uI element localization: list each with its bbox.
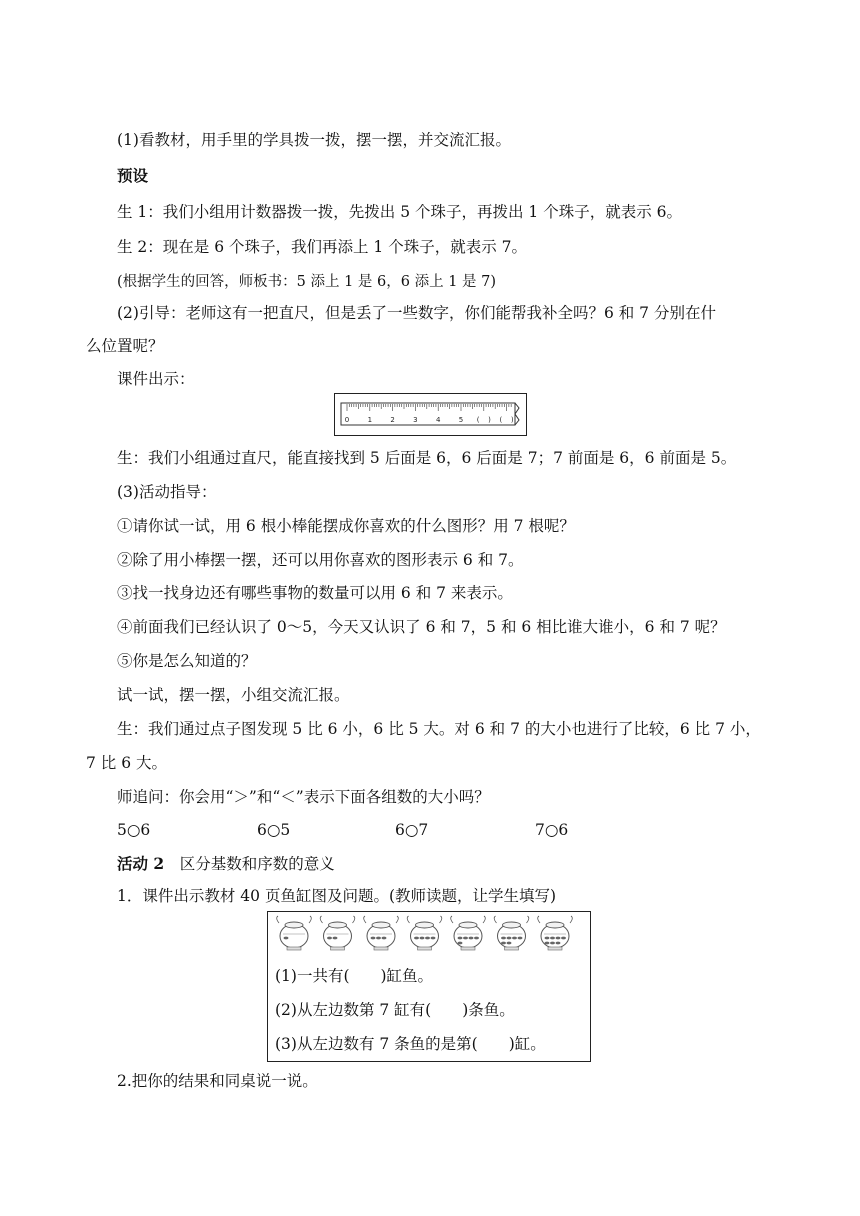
text-line: ①请你试一试，用 6 根小棒能摆成你喜欢的什么图形？用 7 根呢？	[117, 517, 575, 535]
fish-mark	[556, 942, 561, 945]
fish-bowl	[494, 916, 529, 950]
ruler-tick-label: 3	[413, 416, 418, 424]
ruler-tick-label: 2	[390, 416, 395, 424]
ruler-torn-edge	[515, 403, 519, 425]
fish-mark	[507, 937, 512, 940]
comparison-item: 7○6	[535, 821, 569, 839]
fish-mark	[420, 937, 425, 940]
text-line: 生 1：我们小组用计数器拨一拨，先拨出 5 个珠子，再拨出 1 个珠子，就表示 6。	[117, 203, 683, 221]
ruler-tick-label: )	[510, 416, 514, 424]
ruler-figure	[334, 393, 527, 436]
text-line: 2.把你的结果和同桌说一说。	[117, 1072, 318, 1090]
text-line: 课件出示：	[117, 370, 195, 388]
text-line: 生：我们通过点子图发现 5 比 6 小，6 比 5 大。对 6 和 7 的大小也进行了比较，6 比 7 小，	[117, 720, 761, 738]
fish-question-2: (2)从左边数第 7 缸有( )条鱼。	[275, 1001, 515, 1019]
text-line: (2)引导：老师这有一把直尺，但是丢了一些数字，你们能帮我补全吗？6 和 7 分别在什	[117, 304, 716, 322]
fish-mark	[561, 937, 566, 940]
fish-mark	[284, 937, 289, 940]
ruler-tick-label: (	[476, 416, 480, 424]
text-line: 1．课件出示教材 40 页鱼缸图及问题。(教师读题，让学生填写)	[117, 887, 557, 905]
text-line: 生 2：现在是 6 个珠子，我们再添上 1 个珠子，就表示 7。	[117, 238, 528, 256]
fish-mark	[474, 937, 479, 940]
fish-mark	[425, 937, 430, 940]
text-line: (1)看教材，用手里的学具拨一拨，摆一摆，并交流汇报。	[117, 131, 511, 149]
fish-mark	[550, 937, 555, 940]
fish-mark	[507, 942, 512, 945]
text-line: (3)活动指导：	[117, 483, 217, 501]
ruler-drawing	[335, 394, 526, 435]
fish-mark	[545, 937, 550, 940]
fish-bowl	[451, 916, 486, 950]
fish-mark	[376, 937, 381, 940]
fish-bowl	[407, 916, 442, 950]
activity-title: 区分基数和序数的意义	[179, 855, 335, 873]
fish-mark	[501, 942, 506, 945]
ruler-tick-label: 0	[344, 416, 350, 424]
fish-mark	[512, 937, 517, 940]
fish-mark	[501, 937, 506, 940]
text-line: 么位置呢？	[86, 337, 164, 355]
fish-bowl	[277, 916, 312, 950]
fish-bowls-illustration	[268, 912, 590, 958]
text-line: 生：我们小组通过直尺，能直接找到 5 后面是 6，6 后面是 7；7 前面是 6，6 前面是 5。	[117, 449, 737, 467]
ruler-tick-label: (	[499, 416, 503, 424]
comparison-item: 6○7	[395, 821, 429, 839]
fish-mark	[463, 937, 468, 940]
text-line: 师追问：你会用“＞”和“＜”表示下面各组数的大小吗？	[117, 788, 490, 806]
fish-bowl	[364, 916, 399, 950]
text-line: ⑤你是怎么知道的？	[117, 652, 257, 670]
fish-bowl	[320, 916, 355, 950]
fish-mark	[382, 937, 387, 940]
text-line: (根据学生的回答，师板书：5 添上 1 是 6，6 添上 1 是 7)	[117, 274, 497, 290]
text-line: 7 比 6 大。	[86, 754, 168, 772]
comparison-item: 5○6	[117, 821, 151, 839]
text-line: ②除了用小棒摆一摆，还可以用你喜欢的图形表示 6 和 7。	[117, 551, 524, 569]
fish-mark	[458, 942, 463, 945]
fish-mark	[545, 942, 550, 945]
ruler-tick-label: 4	[435, 416, 441, 424]
fish-mark	[556, 937, 561, 940]
comparison-item: 6○5	[257, 821, 291, 839]
section-label-preset: 预设	[117, 166, 149, 185]
text-line: ④前面我们已经认识了 0～5，今天又认识了 6 和 7，5 和 6 相比谁大谁小，6 和 7 呢？	[117, 618, 726, 636]
text-line: ③找一找身边还有哪些事物的数量可以用 6 和 7 来表示。	[117, 584, 513, 602]
fish-mark	[431, 937, 436, 940]
fish-mark	[333, 937, 338, 940]
fish-mark	[414, 937, 419, 940]
fish-mark	[371, 937, 376, 940]
fish-mark	[518, 937, 523, 940]
ruler-tick-label: 1	[367, 416, 373, 424]
fish-mark	[469, 937, 474, 940]
fish-question-1: (1)一共有( )缸鱼。	[275, 967, 434, 985]
fish-mark	[327, 937, 332, 940]
fish-bowl	[538, 916, 573, 950]
ruler-tick-label: )	[488, 416, 491, 424]
fish-mark	[550, 942, 555, 945]
text-line: 试一试，摆一摆，小组交流汇报。	[117, 686, 350, 704]
ruler-tick-label: 5	[458, 416, 464, 424]
fish-question-3: (3)从左边数有 7 条鱼的是第( )缸。	[275, 1035, 546, 1053]
activity-label: 活动 2	[117, 854, 165, 873]
fish-mark	[458, 937, 463, 940]
activity-heading	[117, 854, 335, 874]
fish-bowl-problem-box	[267, 911, 591, 1062]
